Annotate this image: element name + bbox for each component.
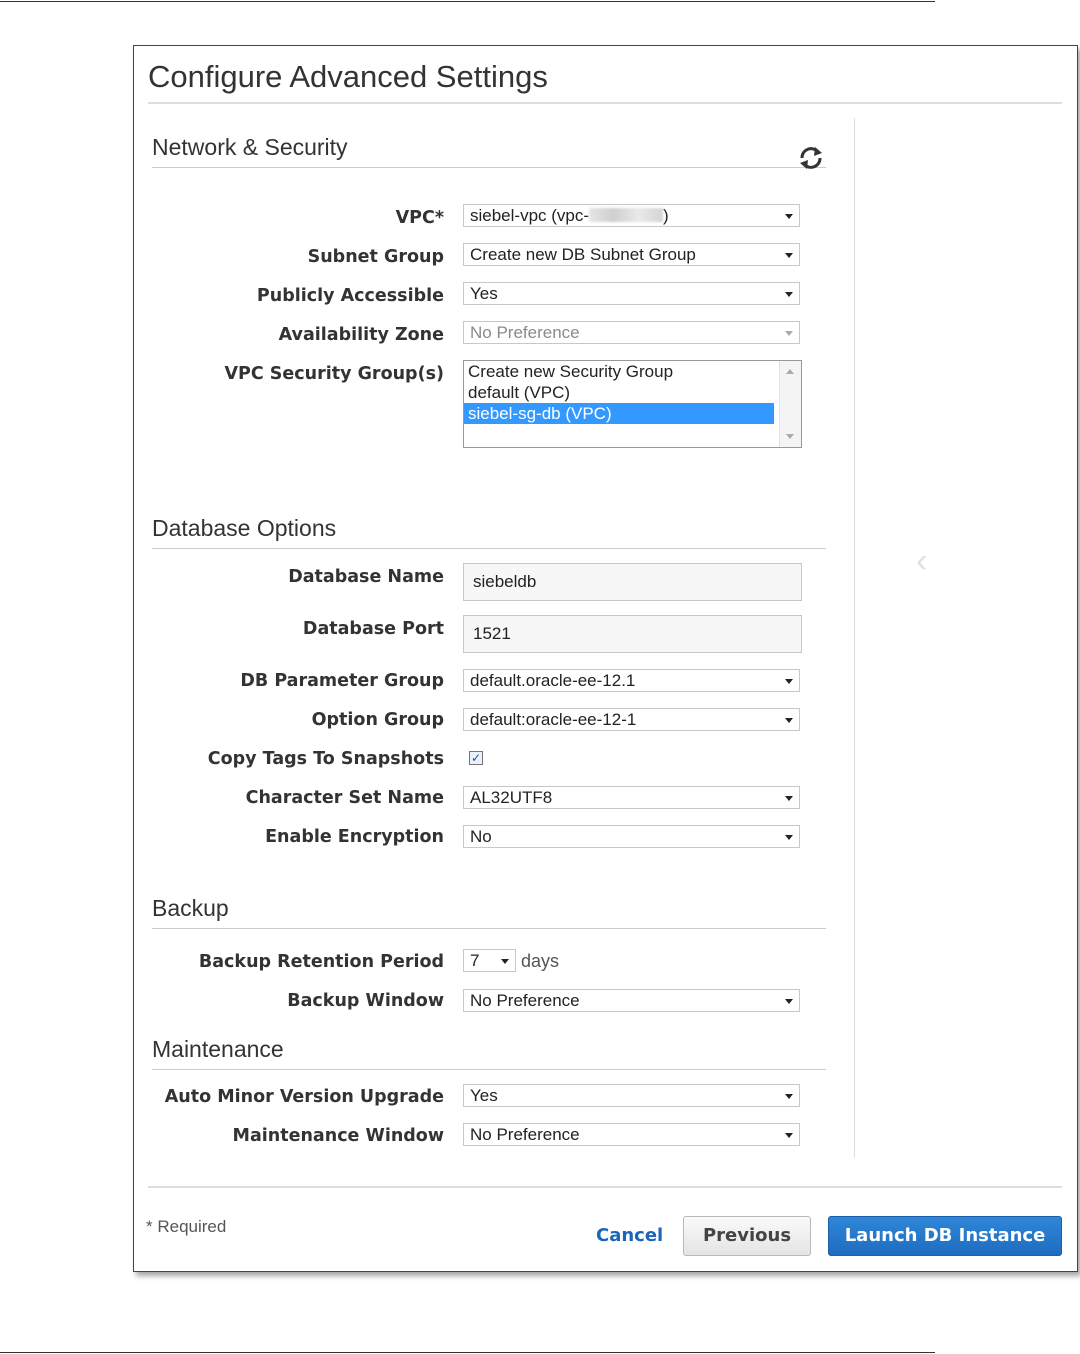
charset-value: AL32UTF8 xyxy=(470,788,553,807)
chevron-down-icon xyxy=(785,1133,793,1138)
page-bottom-rule xyxy=(0,1352,935,1353)
retention-unit: days xyxy=(521,951,560,971)
charset-label: Character Set Name xyxy=(245,788,444,808)
list-item[interactable]: default (VPC) xyxy=(468,383,571,402)
chevron-down-icon xyxy=(501,959,509,964)
scroll-down-icon[interactable] xyxy=(786,434,794,439)
section-title-backup: Backup xyxy=(152,895,229,921)
charset-select[interactable] xyxy=(463,786,800,809)
parameter-group-select[interactable] xyxy=(463,669,800,692)
required-note: * Required xyxy=(146,1217,227,1236)
encryption-label: Enable Encryption xyxy=(265,827,444,847)
subnet-group-value: Create new DB Subnet Group xyxy=(470,245,696,264)
availability-zone-select[interactable] xyxy=(463,321,800,344)
refresh-icon[interactable] xyxy=(797,144,825,172)
chevron-down-icon xyxy=(785,331,793,336)
publicly-accessible-value: Yes xyxy=(470,284,498,303)
database-port-label: Database Port xyxy=(302,619,444,639)
section-title-maintenance: Maintenance xyxy=(152,1036,284,1062)
chevron-down-icon xyxy=(785,835,793,840)
section-title-database: Database Options xyxy=(152,515,337,541)
page-title: Configure Advanced Settings xyxy=(148,59,548,94)
encryption-value: No xyxy=(470,827,492,846)
encryption-select[interactable] xyxy=(463,825,800,848)
scroll-up-icon[interactable] xyxy=(786,369,794,374)
option-group-value: default:oracle-ee-12-1 xyxy=(470,710,637,729)
retention-value: 7 xyxy=(470,951,480,970)
title-divider xyxy=(148,102,1062,104)
section-divider xyxy=(152,167,826,168)
page-top-rule xyxy=(0,1,935,2)
launch-db-instance-button[interactable]: Launch DB Instance xyxy=(828,1216,1062,1256)
availability-zone-value: No Preference xyxy=(470,323,580,342)
chevron-down-icon xyxy=(785,253,793,258)
maintenance-window-value: No Preference xyxy=(470,1125,580,1144)
vpc-select[interactable] xyxy=(463,204,800,227)
retention-select[interactable] xyxy=(463,949,516,972)
chevron-left-icon[interactable]: ‹ xyxy=(916,542,928,580)
option-group-label: Option Group xyxy=(311,710,444,730)
settings-panel xyxy=(133,45,1078,1272)
backup-window-value: No Preference xyxy=(470,991,580,1010)
chevron-down-icon xyxy=(785,796,793,801)
parameter-group-label: DB Parameter Group xyxy=(240,671,444,691)
maintenance-window-label: Maintenance Window xyxy=(232,1126,444,1146)
subnet-group-select[interactable] xyxy=(463,243,800,266)
availability-zone-label: Availability Zone xyxy=(278,325,444,345)
scrollbar[interactable] xyxy=(779,361,801,447)
section-title-network: Network & Security xyxy=(152,134,348,160)
auto-minor-value: Yes xyxy=(470,1086,498,1105)
auto-minor-select[interactable] xyxy=(463,1084,800,1107)
vpc-value-suffix: ) xyxy=(663,206,669,225)
vpc-label: VPC* xyxy=(395,208,444,228)
database-name-input[interactable]: siebeldb xyxy=(463,563,802,601)
copy-tags-checkbox[interactable]: ✓ xyxy=(470,751,482,765)
auto-minor-label: Auto Minor Version Upgrade xyxy=(164,1087,444,1107)
publicly-accessible-select[interactable] xyxy=(463,282,800,305)
section-divider xyxy=(152,548,826,549)
database-name-label: Database Name xyxy=(288,567,444,587)
chevron-down-icon xyxy=(785,292,793,297)
chevron-down-icon xyxy=(785,214,793,219)
vpc-value-prefix: siebel-vpc (vpc- xyxy=(470,206,590,225)
retention-label: Backup Retention Period xyxy=(198,952,444,972)
subnet-group-label: Subnet Group xyxy=(307,247,444,267)
backup-window-label: Backup Window xyxy=(287,991,444,1011)
list-item-selected[interactable]: siebel-sg-db (VPC) xyxy=(464,403,774,424)
section-divider xyxy=(152,928,826,929)
cancel-button[interactable]: Cancel xyxy=(596,1225,664,1246)
chevron-down-icon xyxy=(785,1094,793,1099)
footer-divider xyxy=(148,1186,1062,1188)
side-panel-divider xyxy=(854,118,855,1158)
publicly-accessible-label: Publicly Accessible xyxy=(256,286,444,306)
chevron-down-icon xyxy=(785,999,793,1004)
security-groups-label: VPC Security Group(s) xyxy=(224,364,444,384)
previous-button[interactable]: Previous xyxy=(683,1216,811,1256)
copy-tags-label: Copy Tags To Snapshots xyxy=(207,749,444,769)
redacted-id xyxy=(589,208,663,222)
option-group-select[interactable] xyxy=(463,708,800,731)
list-item[interactable]: Create new Security Group xyxy=(468,362,674,381)
parameter-group-value: default.oracle-ee-12.1 xyxy=(470,671,636,690)
database-port-input[interactable]: 1521 xyxy=(463,615,802,653)
maintenance-window-select[interactable] xyxy=(463,1123,800,1146)
section-divider xyxy=(152,1069,826,1070)
security-groups-listbox[interactable] xyxy=(463,360,802,448)
chevron-down-icon xyxy=(785,718,793,723)
chevron-down-icon xyxy=(785,679,793,684)
backup-window-select[interactable] xyxy=(463,989,800,1012)
